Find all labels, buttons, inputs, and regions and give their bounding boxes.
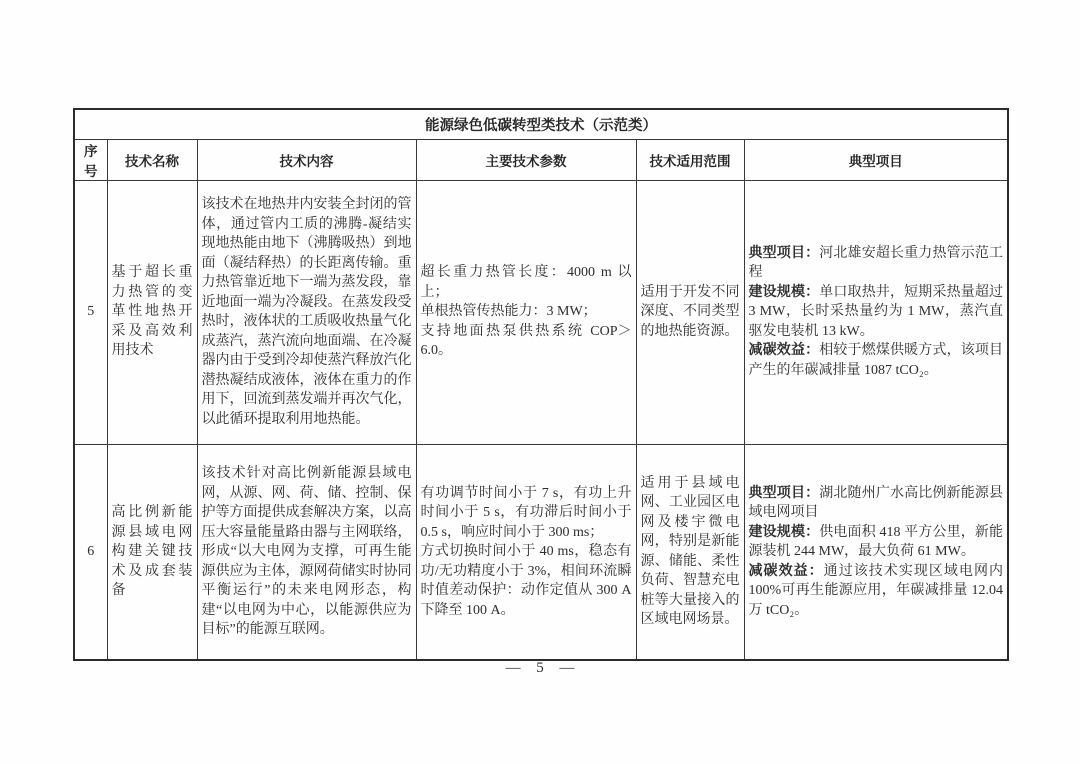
- column-header-tech-parameters: 主要技术参数: [416, 139, 636, 180]
- row5-project-name-line: [749, 244, 1004, 283]
- project-label: 建设规模：: [748, 524, 820, 540]
- project-text: 相较于燃煤供暖方式，该项目产生的年碳减排量 1087 tCO₂。: [748, 343, 1004, 378]
- row5-tech-name: 基于超长重力热管的变革性地热开采及高效利用技术: [107, 180, 197, 444]
- row5-tech-parameters: [416, 180, 636, 444]
- page-number: — 5 —: [505, 660, 575, 676]
- project-label: 减碳效益：: [748, 563, 824, 579]
- row6-typical-projects: [744, 444, 1008, 660]
- project-text: 单口取热井，短期采热量超过 3 MW，长时采热量约为 1 MW，蒸汽直驱发电装机 13 kW。: [748, 284, 1004, 339]
- column-header-typical-projects: 典型项目: [744, 139, 1008, 180]
- project-label: 建设规模：: [748, 284, 820, 300]
- row5-parameter-line: 超长重力热管长度：4000 m 以上；: [420, 265, 632, 300]
- table-row-6: [74, 444, 1008, 660]
- row6-tech-parameters: [416, 444, 636, 660]
- row5-project-scale-line: [749, 283, 1004, 342]
- row6-tech-content: 该技术针对高比例新能源县域电网，从源、网、荷、储、控制、保护等方面提供成套解决方案，以高压大容量能量路由器与主网联络，形成“以大电网为支撑，可再生能源供应为主体，源网荷储实时协同平衡运行”的未来电网形态，构建“以电网为中心，以能源供应为目标”的能源互联网。: [197, 444, 416, 660]
- column-header-tech-name: 技术名称: [107, 139, 197, 180]
- row6-project-carbon-line: [749, 562, 1004, 621]
- column-header-index: 序号: [74, 139, 107, 180]
- project-label: 典型项目：: [748, 485, 820, 501]
- table-row-5: [74, 180, 1008, 444]
- row6-index: 6: [74, 444, 107, 660]
- row6-parameter-line: 方式切换时间小于 40 ms，稳态有功/无功精度小于 3%，相间环流瞬时值差动保护：动作定值从 300 A 下降至 100 A。: [420, 544, 632, 618]
- row5-typical-projects: [744, 180, 1008, 444]
- project-text: 供电面积 418 平方公里，新能源装机 244 MW，最大负荷 61 MW。: [748, 524, 1004, 559]
- row6-project-scale-line: [749, 523, 1004, 562]
- row5-tech-content: 该技术在地热井内安装全封闭的管体，通过管内工质的沸腾-凝结实现地热能由地下（沸腾吸热）到地面（凝结释热）的长距离传输。重力热管靠近地下一端为蒸发段，靠近地面一端为冷凝段。在蒸发段受热时，液体状的工质吸收热量气化成蒸汽，蒸汽流向地面端、在冷凝器内由于受到冷却使蒸汽释放汽化潜热凝结成液体，液体在重力的作用下，回流到蒸发端并再次气化，以此循环提取利用地热能。: [197, 180, 416, 444]
- project-text: 河北雄安超长重力热管示范工程: [748, 245, 1004, 281]
- row5-project-carbon-line: [749, 341, 1004, 380]
- project-text: 通过该技术实现区域电网内 100%可再生能源应用，年碳减排量 12.04 万 tCO₂。: [748, 563, 1004, 618]
- row5-applicable-scope: 适用于开发不同深度、不同类型的地热能资源。: [636, 180, 744, 444]
- row6-tech-name: 高比例新能源县域电网构建关键技术及成套装备: [107, 444, 197, 660]
- technology-table: [73, 108, 1009, 661]
- column-header-tech-content: 技术内容: [197, 139, 416, 180]
- table-header-row: [74, 139, 1008, 180]
- project-text: 湖北随州广水高比例新能源县域电网项目: [748, 485, 1004, 520]
- column-header-applicable-scope: 技术适用范围: [636, 139, 744, 180]
- row6-applicable-scope: 适用于县域电网、工业园区电网及楼宇微电网，特别是新能源、储能、柔性负荷、智慧充电桩等大量接入的区域电网场景。: [636, 444, 744, 660]
- row6-project-name-line: [749, 484, 1004, 523]
- table-title: 能源绿色低碳转型类技术（示范类）: [74, 109, 1008, 139]
- row5-parameter-line: 支持地面热泵供热系统 COP＞6.0。: [420, 323, 632, 359]
- row6-parameter-line: 有功调节时间小于 7 s，有功上升时间小于 5 s，有功滞后时间小于 0.5 s，响应时间小于 300 ms；: [420, 485, 632, 540]
- table-title-row: [74, 109, 1008, 139]
- row5-index: 5: [74, 180, 107, 444]
- row5-parameter-line: 单根热管传热能力：3 MW；: [420, 304, 597, 320]
- project-label: 减碳效益：: [748, 343, 820, 359]
- project-label: 典型项目：: [748, 245, 820, 261]
